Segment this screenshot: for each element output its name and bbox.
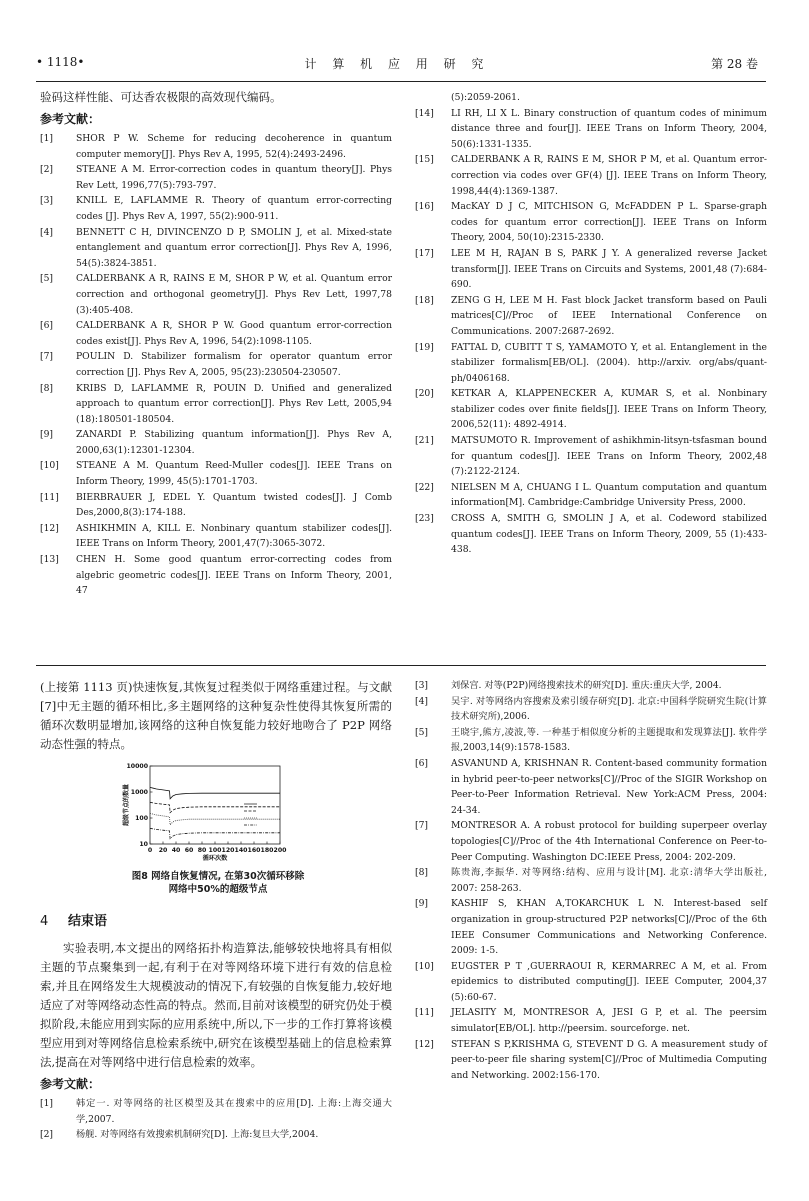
y-tick-label: 1000	[130, 789, 148, 797]
x-tick-label: 60	[184, 847, 194, 854]
reference-text: KRIBS D, LAFLAMME R, POUIN D. Unified and generalized approach to quantum error correction[J]. Phys Rev Lett, 2005,94 (18):180501-180504.	[76, 382, 392, 425]
reference-number: [6]	[415, 757, 429, 769]
figure-caption-line: 网络中50%的超级节点	[168, 884, 268, 895]
reference-entry	[40, 318, 392, 349]
reference-number: [10]	[415, 960, 434, 972]
volume-label: 第 28 卷	[711, 57, 758, 71]
reference-number: [3]	[40, 195, 54, 207]
reference-entry	[40, 162, 392, 193]
reference-list	[415, 678, 767, 1083]
reference-text: CROSS A, SMITH G, SMOLIN J A, et al. Codeword stabilized quantum codes[J]. IEEE Trans on Inform Theory, 2009, 55 (1):433-438.	[451, 513, 767, 556]
reference-number: [13]	[40, 554, 59, 566]
x-axis-label: 循环次数	[202, 855, 228, 862]
reference-number: [4]	[415, 695, 429, 707]
reference-number: [1]	[40, 1098, 54, 1109]
reference-entry	[415, 756, 767, 818]
reference-entry	[415, 246, 767, 293]
reference-entry	[415, 433, 767, 480]
reference-number: [3]	[415, 680, 429, 691]
x-tick-label: 100	[208, 847, 222, 854]
reference-entry	[415, 386, 767, 433]
reference-entry	[40, 427, 392, 458]
x-tick-label: 200	[273, 847, 287, 854]
reference-entry	[415, 480, 767, 511]
reference-entry	[415, 293, 767, 340]
reference-number: [9]	[415, 898, 429, 910]
intro-paragraph: (上接第 1113 页)快速恢复,其恢复过程类似于网络重建过程。与文献[7]中无主题的循环相比,多主题网络的这种复杂性使得其恢复所需的循环次数明显增加,该网络的这种自恢复能力较好地吻合了 P2P 网络动态性强的特点。	[40, 680, 392, 751]
x-tick-label: 40	[171, 847, 181, 854]
reference-entry	[415, 199, 767, 246]
reference-text: 韩定一. 对等网络的社区模型及其在搜索中的应用[D]. 上海:上海交通大学,2007.	[76, 1098, 392, 1125]
reference-number: [6]	[40, 320, 54, 332]
reference-text: CALDERBANK A R, RAINS E M, SHOR P W, et al. Quantum error correction and orthogonal geometry[J]. Phys Rev Lett, 1997,78 (3):405-408.	[76, 273, 392, 316]
reference-entry	[415, 511, 767, 558]
conclusion-paragraph: 实验表明,本文提出的网络拓扑构造算法,能够较快地将具有相似主题的节点聚集到一起,有利于在对等网络环境下进行有效的信息检索,并且在网络发生大规模波动的情况下,有较强的自恢复能力,较好地适应了对等网络动态性高的特点。然而,目前对该模型的研究仍处于模拟阶段,未能应用到实际的应用系统中,所以,下一步的工作打算将该模型应用到对等网络信息检索系统中,研究在该模型基础上的信息检索算法,提高在对等网络中进行信息检索的效率。	[40, 941, 392, 1069]
reference-number: [2]	[40, 164, 54, 176]
reference-text: 王晓宇,熊方,凌波,等. 一种基于相似度分析的主题提取和发现算法[J]. 软件学报,2003,14(9):1578-1583.	[451, 726, 767, 754]
x-tick-label: 120	[221, 847, 235, 854]
y-tick-label: 10	[139, 841, 148, 849]
reference-text: 杨舰. 对等网络有效搜索机制研究[D]. 上海:复旦大学,2004.	[76, 1129, 319, 1141]
reference-entry	[40, 552, 392, 599]
series-line	[150, 802, 280, 812]
section-number: 4	[40, 914, 49, 929]
top-right-column	[415, 90, 767, 558]
top-left-column	[40, 88, 392, 599]
reference-list	[40, 131, 392, 599]
reference-text: MONTRESOR A. A robust protocol for building superpeer overlay topologies[C]//Proc of the 4th International Conference on Peer-to-Peer Computing. Washington DC:IEEE Press, 2004: 202-209.	[451, 820, 767, 863]
reference-text: LI RH, LI X L. Binary construction of quantum codes of minimum distance three and four[J]. IEEE Trans on Inform Theory, 2004, 50(6):1331-1335.	[451, 107, 767, 150]
x-tick-label: 160	[247, 847, 261, 854]
reference-entry	[40, 490, 392, 521]
reference-text: MATSUMOTO R. Improvement of ashikhmin-litsyn-tsfasman bound for quantum codes[J]. IEEE Trans on Inform Theory, 2002,48 (7):2122-2124.	[451, 435, 767, 478]
x-tick-label: 140	[234, 847, 248, 854]
journal-title: 计 算 机 应 用 研 究	[304, 57, 490, 71]
reference-text: FATTAL D, CUBITT T S, YAMAMOTO Y, et al. Entanglement in the stabilizer formalism[EB/OL]. (2004). http://arxiv. org/abs/quant-ph/0406168.	[451, 341, 767, 384]
figure-caption	[98, 870, 338, 896]
reference-entry	[415, 725, 767, 756]
reference-entry	[415, 678, 767, 694]
reference-number: [7]	[40, 351, 54, 363]
reference-text: CALDERBANK A R, RAINS E M, SHOR P M, et al. Quantum error-correction via codes over GF(4) [J]. IEEE Trans on Inform Theory, 1998,44(4):1369-1387.	[451, 154, 767, 197]
header-rule	[36, 81, 766, 82]
figure-8	[112, 760, 322, 870]
reference-text: LEE M H, RAJAN B S, PARK J Y. A generalized reverse Jacket transform[J]. IEEE Trans on Circuits and Systems, 2001,48 (7):684-690.	[451, 247, 767, 291]
reference-text: KASHIF S, KHAN A,TOKARCHUK L N. Interest-based self organization in group-structured P2P networks[C]//Proc of the 6th IEEE Consumer Communications and Networking Conference. 2009: 1-5.	[451, 898, 767, 957]
reference-text: STEANE A M. Quantum Reed-Muller codes[J]. IEEE Trans on Inform Theory, 1999, 45(5):1701-1703.	[76, 460, 392, 488]
reference-text: NIELSEN M A, CHUANG I L. Quantum computation and quantum information[M]. Cambridge:Cambridge University Press, 2000.	[451, 481, 767, 509]
reference-number: [16]	[415, 201, 434, 213]
reference-number: [23]	[415, 513, 434, 525]
reference-text: BIERBRAUER J, EDEL Y. Quantum twisted codes[J]. J Comb Des,2000,8(3):174-188.	[76, 491, 392, 519]
reference-text: ZENG G H, LEE M H. Fast block Jacket transform based on Pauli matrices[C]//Proc of IEEE International Conference on Communications. 2007:2687-2692.	[451, 294, 767, 337]
x-tick-label: 180	[260, 847, 274, 854]
reference-number: [21]	[415, 435, 434, 447]
series-line	[150, 828, 280, 838]
carryover-text: 验码这样性能、可达香农极限的高效现代编码。	[40, 90, 282, 104]
reference-entry	[40, 349, 392, 380]
reference-text: 刘保宫. 对等(P2P)网络搜索技术的研究[D]. 重庆:重庆大学, 2004.	[451, 680, 722, 691]
references-heading: 参考文献：	[40, 112, 101, 126]
reference-number: [22]	[415, 481, 434, 493]
reference-number: [17]	[415, 247, 434, 259]
reference-number: [12]	[40, 522, 59, 534]
reference-entry	[40, 381, 392, 428]
reference-entry	[40, 1096, 392, 1127]
reference-entry	[415, 818, 767, 865]
reference-entry	[40, 225, 392, 272]
x-tick-label: 20	[158, 847, 168, 854]
section-divider-rule	[36, 665, 766, 666]
reference-number: [5]	[40, 273, 54, 285]
reference-entry	[40, 193, 392, 224]
reference-entry	[415, 694, 767, 725]
reference-text: MacKAY D J C, MITCHISON G, McFADDEN P L. Sparse-graph codes for quantum error correction[J]. IEEE Trans on Inform Theory, 2004, 50(10):2315-2330.	[451, 201, 767, 244]
reference-text: (5):2059-2061.	[451, 92, 520, 103]
y-tick-label: 100	[135, 815, 148, 823]
reference-entry	[40, 131, 392, 162]
reference-number: [1]	[40, 133, 54, 144]
reference-text: STEFAN S P,KRISHMA G, STEVENT D G. A measurement study of peer-to-peer file sharing system[C]//Proc of Multimedia Computing and Networking. 2002:156-170.	[451, 1038, 767, 1081]
reference-text: POULIN D. Stabilizer formalism for operator quantum error correction [J]. Phys Rev A, 2005, 95(23):230504-230507.	[76, 351, 392, 378]
reference-number: [8]	[40, 382, 54, 394]
bottom-left-column	[40, 678, 392, 1143]
reference-entry	[415, 340, 767, 387]
reference-entry	[415, 90, 767, 106]
bottom-right-column	[415, 678, 767, 1083]
reference-text: KETKAR A, KLAPPENECKER A, KUMAR S, et al. Nonbinary stabilizer codes over finite fields[J]. IEEE Trans on Inform Theory, 2006,52(11): 4892-4914.	[451, 388, 767, 431]
reference-entry	[415, 865, 767, 896]
reference-entry	[40, 458, 392, 489]
y-axis-label: 超级节点的数量	[123, 783, 130, 827]
series-line	[150, 813, 280, 824]
reference-number: [2]	[40, 1129, 54, 1141]
reference-list	[40, 1096, 392, 1143]
reference-text: SHOR P W. Scheme for reducing decoherence in quantum computer memory[J]. Phys Rev A, 1995, 52(4):2493-2496.	[76, 133, 392, 160]
reference-number: [9]	[40, 429, 54, 441]
reference-number: [14]	[415, 107, 434, 119]
reference-entry	[415, 896, 767, 958]
reference-entry	[415, 959, 767, 1006]
series-line	[150, 787, 280, 798]
reference-number: [18]	[415, 294, 434, 306]
reference-number: [19]	[415, 341, 434, 353]
reference-number: [12]	[415, 1038, 434, 1050]
reference-text: CHEN H. Some good quantum error-correcting codes from algebric geometric codes[J]. IEEE Trans on Inform Theory, 2001, 47	[76, 554, 392, 597]
reference-entry	[40, 1127, 392, 1143]
reference-entry	[415, 1037, 767, 1084]
reference-entry	[40, 271, 392, 318]
reference-entry	[415, 106, 767, 153]
reference-text: ZANARDI P. Stabilizing quantum information[J]. Phys Rev A, 2000,63(1):12301-12304.	[76, 429, 392, 456]
reference-number: [20]	[415, 388, 434, 400]
figure-caption-line: 图8 网络自恢复情况, 在第30次循环移除	[131, 871, 305, 882]
references-heading: 参考文献：	[40, 1077, 101, 1091]
reference-number: [10]	[40, 460, 59, 472]
x-tick-label: 0	[147, 847, 153, 854]
reference-entry	[415, 152, 767, 199]
section-heading	[40, 910, 392, 929]
section-title: 结束语	[68, 914, 108, 929]
reference-text: ASHIKHMIN A, KILL E. Nonbinary quantum stabilizer codes[J]. IEEE Trans on Inform Theory, 2001,47(7):3065-3072.	[76, 522, 392, 550]
reference-entry	[40, 521, 392, 552]
reference-number: [4]	[40, 226, 54, 238]
reference-text: ASVANUND A, KRISHNAN R. Content-based community formation in hybrid peer-to-peer networks[C]//Proc of the SIGIR Workshop on Peer-to-Peer Information Retrieval. New York:ACM Press, 2004: 24-34.	[451, 757, 767, 816]
reference-number: [11]	[415, 1007, 434, 1019]
reference-number: [5]	[415, 726, 429, 738]
x-tick-label: 80	[197, 847, 207, 854]
reference-text: STEANE A M. Error-correction codes in quantum theory[J]. Phys Rev Lett, 1996,77(5):793-797.	[76, 164, 392, 191]
reference-entry	[415, 1005, 767, 1036]
page-number: • 1118•	[36, 55, 85, 69]
reference-text: BENNETT C H, DIVINCENZO D P, SMOLIN J, et al. Mixed-state entanglement and quantum error correction[J]. Phys Rev A, 1996, 54(5):3824-3851.	[76, 226, 392, 269]
reference-text: EUGSTER P T ,GUERRAOUI R, KERMARREC A M, et al. From epidemics to distributed computing[J]. IEEE Computer, 2004,37 (5):60-67.	[451, 960, 767, 1003]
reference-text: JELASITY M, MONTRESOR A, JESI G P, et al. The peersim simulator[EB/OL]. http://peersim. sourceforge. net.	[451, 1007, 767, 1035]
reference-number: [8]	[415, 867, 429, 879]
reference-number: [7]	[415, 820, 429, 832]
reference-text: 吴宇. 对等网络内容搜索及索引缓存研究[D]. 北京:中国科学院研究生院(计算技术研究所),2006.	[451, 695, 767, 723]
recovery-line-chart	[112, 760, 322, 870]
running-header	[36, 55, 758, 77]
y-tick-label: 10000	[126, 763, 148, 771]
reference-number: [11]	[40, 491, 59, 503]
reference-text: CALDERBANK A R, SHOR P W. Good quantum error-correction codes exist[J]. Phys Rev A, 1996, 54(2):1098-1105.	[76, 320, 392, 347]
reference-text: KNILL E, LAFLAMME R. Theory of quantum error-correcting codes [J]. Phys Rev A, 1997, 55(2):900-911.	[76, 195, 392, 222]
reference-number: [15]	[415, 154, 434, 166]
reference-list	[415, 90, 767, 558]
reference-text: 陈贵海,李振华. 对等网络:结构、应用与设计[M]. 北京:清华大学出版社, 2007: 258-263.	[451, 867, 767, 894]
